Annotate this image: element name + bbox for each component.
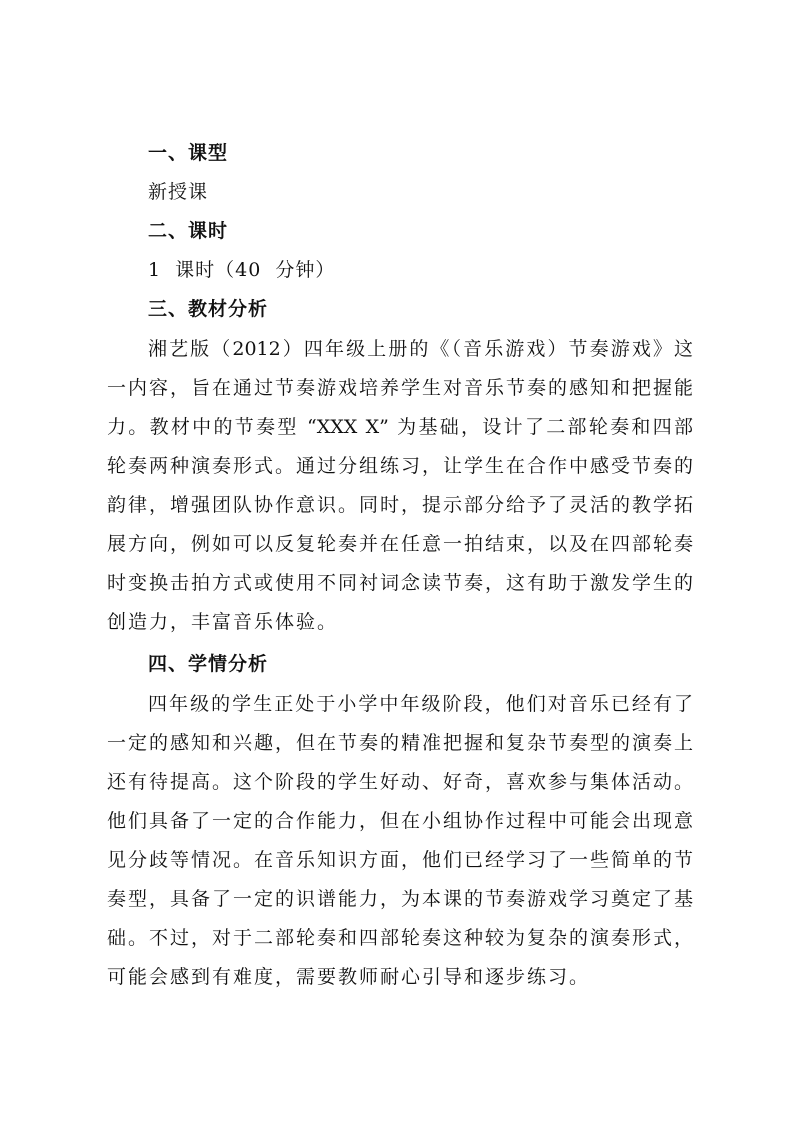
- student-analysis-line: 奏型，具备了一定的识谱能力，为本课的节奏游戏学习奠定了基: [107, 888, 693, 910]
- textbook-analysis-line: 轮奏两种演奏形式。通过分组练习，让学生在合作中感受节奏的: [107, 455, 693, 477]
- class-hours-text: 1 课时（40 分钟）: [148, 259, 336, 281]
- section-heading-textbook-analysis: 三、教材分析: [148, 298, 269, 320]
- textbook-analysis-line: 力。教材中的节奏型 “XXX X” 为基础，设计了二部轮奏和四部: [107, 416, 693, 438]
- lesson-type-text: 新授课: [148, 181, 209, 203]
- student-analysis-line: 一定的感知和兴趣，但在节奏的精准把握和复杂节奏型的演奏上: [107, 732, 693, 754]
- student-analysis-line: 见分歧等情况。在音乐知识方面，他们已经学习了一些简单的节: [107, 849, 693, 871]
- student-analysis-line: 础。不过，对于二部轮奏和四部轮奏这种较为复杂的演奏形式，: [107, 927, 693, 949]
- textbook-analysis-line: 时变换击拍方式或使用不同衬词念读节奏，这有助于激发学生的: [107, 572, 693, 594]
- textbook-analysis-line: 韵律，增强团队协作意识。同时，提示部分给予了灵活的教学拓: [107, 494, 693, 516]
- section-heading-student-analysis: 四、学情分析: [148, 653, 269, 675]
- section-heading-lesson-type: 一、课型: [148, 142, 229, 164]
- textbook-analysis-line: 展方向，例如可以反复轮奏并在任意一拍结束，以及在四部轮奏: [107, 533, 693, 555]
- student-analysis-line: 还有待提高。这个阶段的学生好动、好奇，喜欢参与集体活动。: [107, 771, 693, 793]
- textbook-analysis-line: 一内容，旨在通过节奏游戏培养学生对音乐节奏的感知和把握能: [107, 377, 693, 399]
- section-heading-class-hours: 二、课时: [148, 220, 229, 242]
- textbook-analysis-line: 湘艺版（2012）四年级上册的《（音乐游戏）节奏游戏》这: [148, 338, 693, 360]
- student-analysis-line: 四年级的学生正处于小学中年级阶段，他们对音乐已经有了: [148, 693, 693, 715]
- student-analysis-line: 他们具备了一定的合作能力，但在小组协作过程中可能会出现意: [107, 810, 693, 832]
- textbook-analysis-line: 创造力，丰富音乐体验。: [107, 611, 339, 633]
- student-analysis-line: 可能会感到有难度，需要教师耐心引导和逐步练习。: [107, 966, 591, 988]
